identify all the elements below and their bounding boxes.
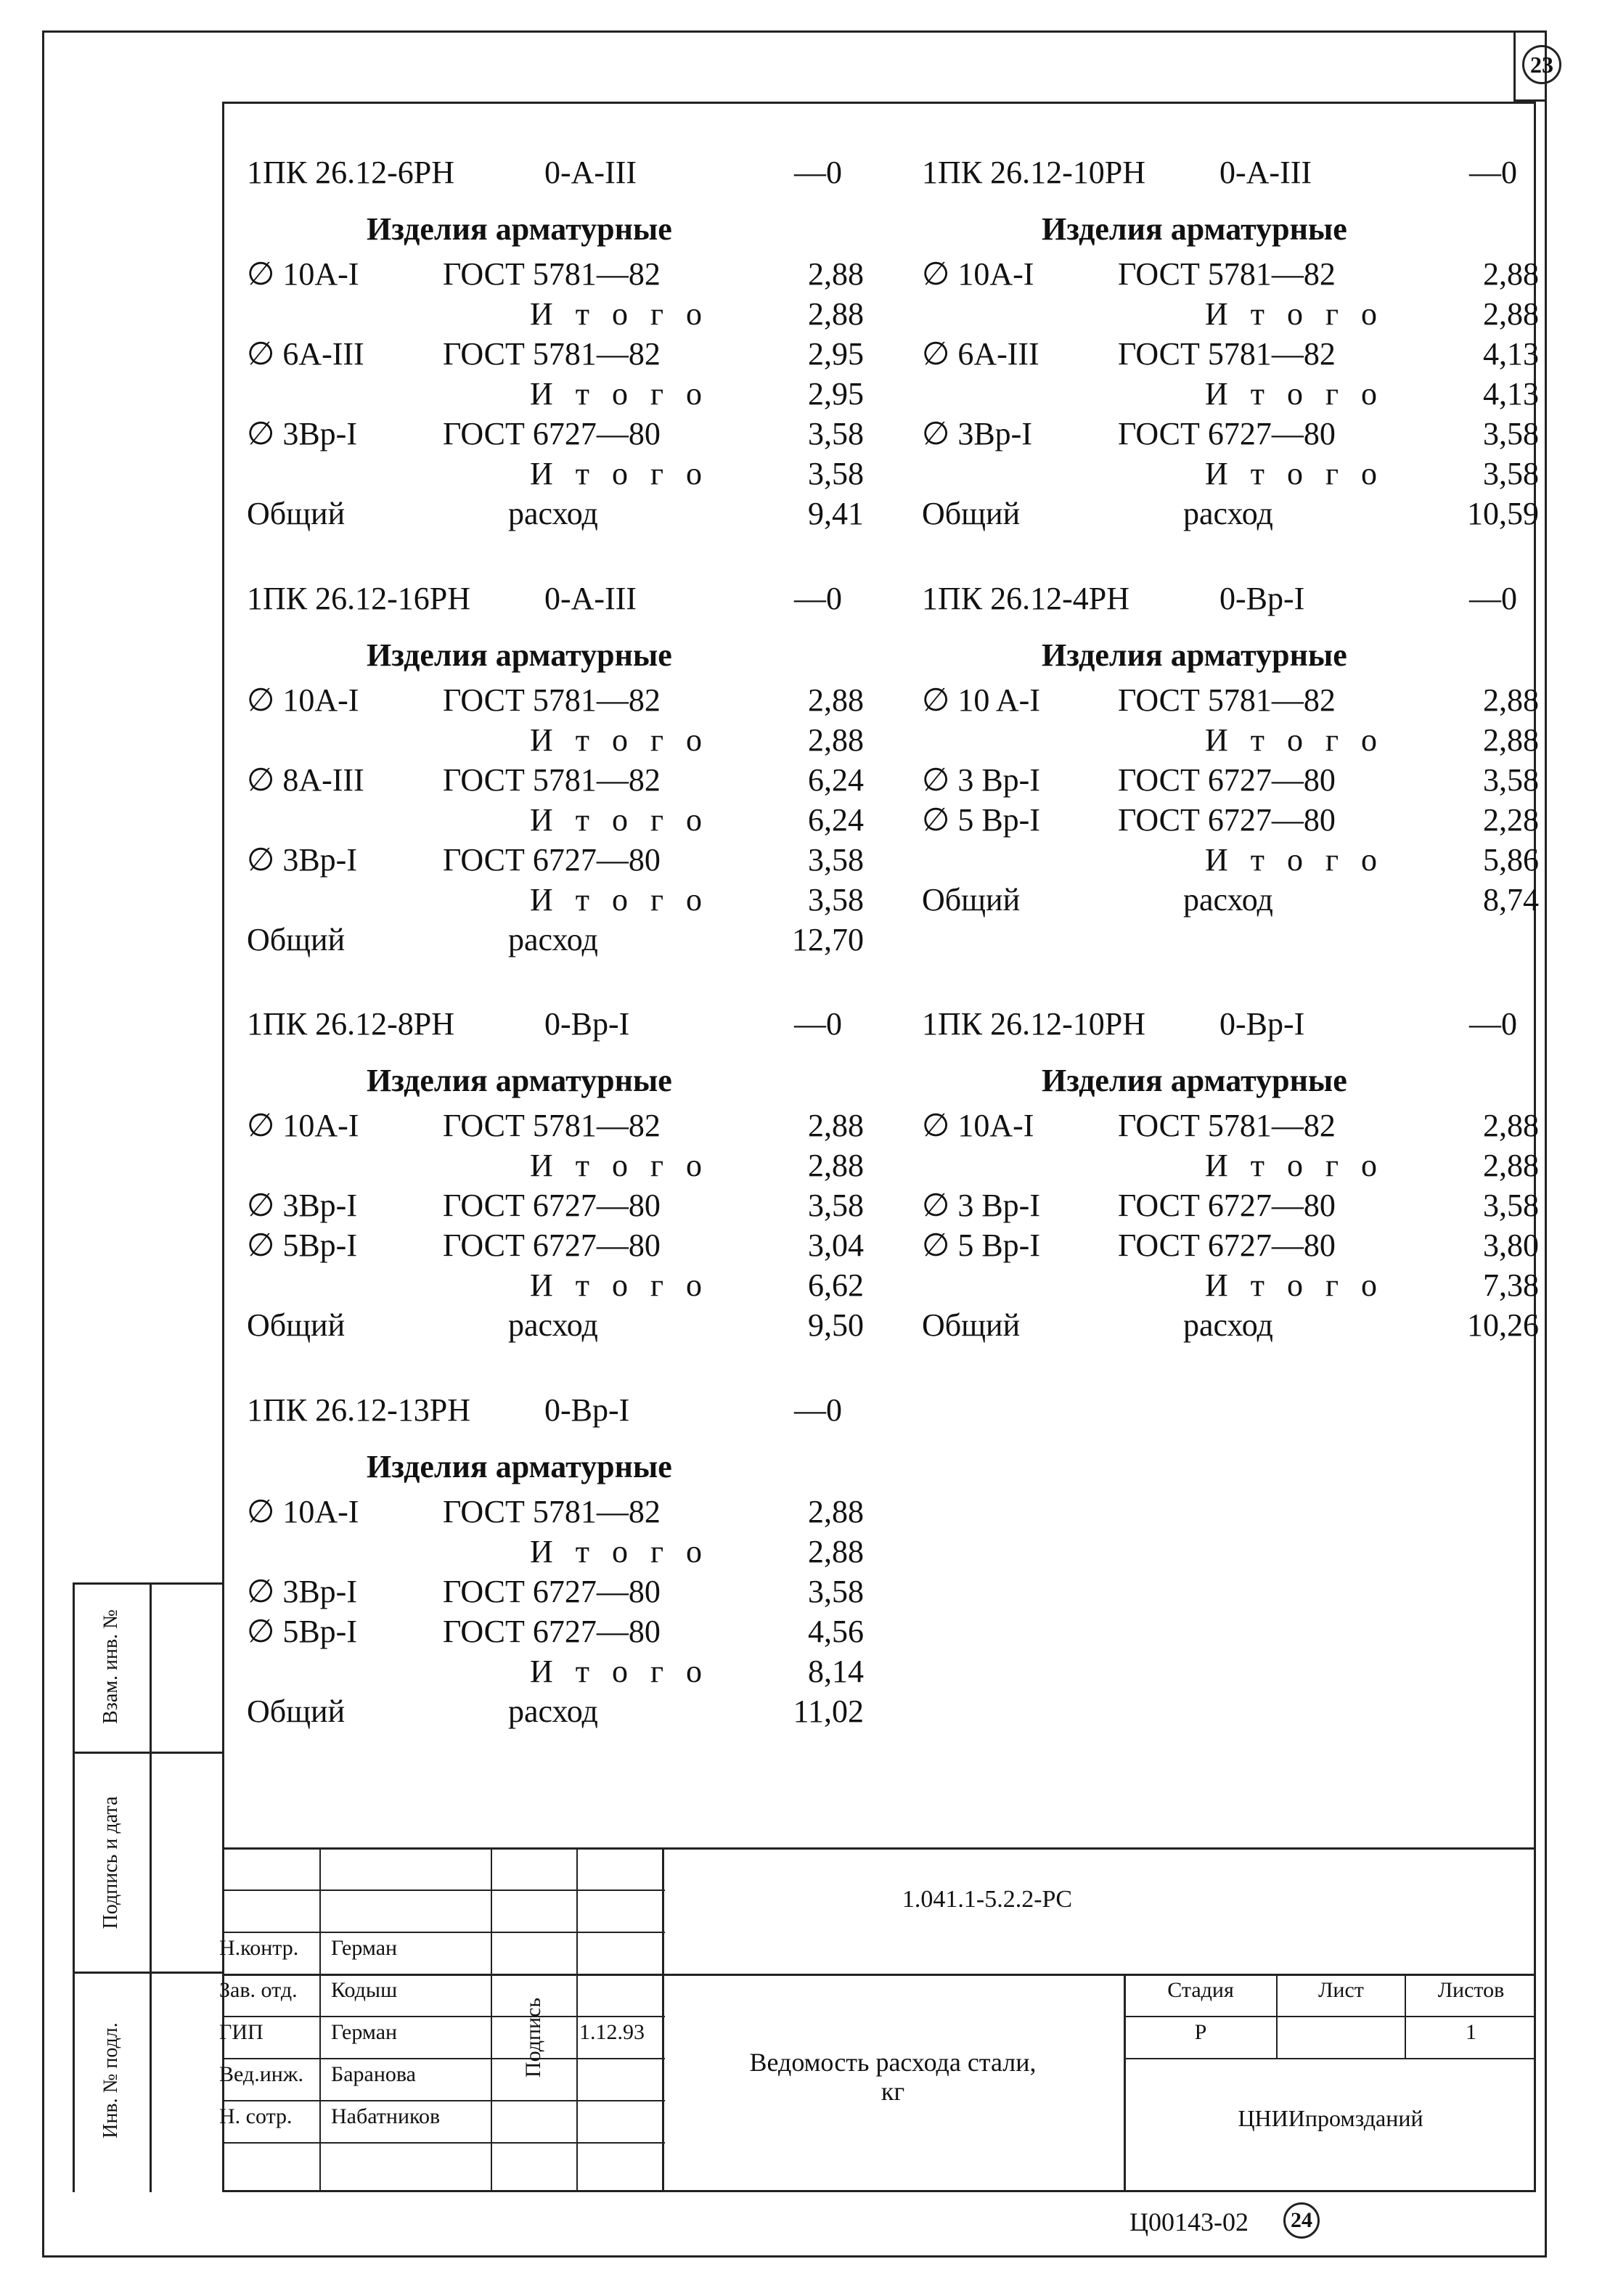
- mass-value: 2,95: [808, 376, 864, 412]
- total-row: [247, 920, 864, 960]
- mass-value: 7,38: [1483, 1267, 1539, 1303]
- mass-value: 2,88: [1483, 1108, 1539, 1143]
- material-row: [247, 414, 864, 454]
- material-row: [922, 334, 1539, 374]
- stage-label: Стадия: [1167, 1978, 1234, 2002]
- steel-grade: 0-Bp-I: [1219, 1006, 1305, 1042]
- block-title-row: [922, 152, 1539, 192]
- subtotal-row: [922, 374, 1539, 414]
- sidebar-line: [73, 1972, 222, 1974]
- total-label-2: расход: [508, 1694, 598, 1729]
- mass-value: 3,58: [1483, 762, 1539, 798]
- total-label: Общий: [247, 1694, 346, 1729]
- sidebar-line: [150, 1582, 152, 2192]
- mass-value: 2,88: [1483, 296, 1539, 332]
- archive-code: Ц00143-02: [1129, 2207, 1249, 2236]
- mass-value: 3,58: [808, 456, 864, 491]
- mass-value: 3,58: [808, 842, 864, 878]
- itogo-label: И т о г о: [530, 1148, 710, 1183]
- total-label: Общий: [247, 496, 346, 531]
- material-row: [247, 760, 864, 800]
- product-mark: 1ПК 26.12-8PH: [247, 1006, 455, 1042]
- mass-value: 3,58: [808, 882, 864, 918]
- mass-value: 9,41: [808, 496, 864, 531]
- subtotal-row: [922, 294, 1539, 334]
- mass-value: 4,56: [808, 1614, 864, 1649]
- diameter: ∅ 3Bp-I: [247, 1574, 357, 1609]
- subtotal-row: [247, 720, 864, 760]
- mass-value: 2,88: [808, 1148, 864, 1183]
- role-n-kontr: Н.контр.: [219, 1936, 299, 1960]
- date: 1.12.93: [579, 2020, 645, 2044]
- mass-value: 2,88: [1483, 1148, 1539, 1183]
- total-row: [922, 494, 1539, 534]
- material-row: [922, 760, 1539, 800]
- mass-value: 6,24: [808, 802, 864, 838]
- block-title-row: [247, 579, 864, 618]
- diameter: ∅ 6A-III: [922, 336, 1039, 372]
- itogo-label: И т о г о: [1205, 376, 1385, 412]
- diameter: ∅ 10A-I: [247, 682, 359, 718]
- podpis-data-label: Подпись и дата: [99, 1796, 122, 1929]
- material-row: [922, 680, 1539, 720]
- material-row: [247, 1106, 864, 1145]
- gost: ГОСТ 6727—80: [1118, 416, 1336, 452]
- title-dash: —0: [1469, 155, 1517, 190]
- material-row: [922, 1106, 1539, 1145]
- material-row: [922, 254, 1539, 294]
- gost: ГОСТ 6727—80: [443, 1227, 661, 1263]
- diameter: ∅ 8A-III: [247, 762, 364, 798]
- gost: ГОСТ 6727—80: [443, 1574, 661, 1609]
- total-label-2: расход: [508, 496, 598, 531]
- diameter: ∅ 5 Bp-I: [922, 1227, 1040, 1263]
- itogo-label: И т о г о: [1205, 722, 1385, 758]
- itogo-label: И т о г о: [530, 802, 710, 838]
- diameter: ∅ 5Bp-I: [247, 1227, 357, 1263]
- diameter: ∅ 3 Bp-I: [922, 762, 1040, 798]
- total-label-2: расход: [1183, 1307, 1273, 1343]
- mass-value: 2,88: [808, 722, 864, 758]
- mass-value: 9,50: [808, 1307, 864, 1343]
- diameter: ∅ 10A-I: [922, 256, 1034, 292]
- title-dash: —0: [794, 581, 842, 616]
- gost: ГОСТ 6727—80: [443, 1614, 661, 1649]
- mass-value: 3,58: [808, 416, 864, 452]
- podpis-column-label: Подпись: [521, 1997, 545, 2078]
- material-row: [247, 680, 864, 720]
- mass-value: 6,62: [808, 1267, 864, 1303]
- block-title-row: [922, 579, 1539, 618]
- mass-value: 2,88: [808, 296, 864, 332]
- material-row: [247, 334, 864, 374]
- title-dash: —0: [794, 155, 842, 190]
- material-row: [922, 1225, 1539, 1265]
- total-label: Общий: [922, 882, 1021, 918]
- subtotal-row: [247, 294, 864, 334]
- role-ved-inzh: Вед.инж.: [219, 2062, 304, 2086]
- mass-value: 11,02: [793, 1694, 864, 1729]
- total-row: [247, 1691, 864, 1731]
- material-row: [247, 254, 864, 294]
- gost: ГОСТ 5781—82: [443, 762, 661, 798]
- total-label-2: расход: [508, 1307, 598, 1343]
- diameter: ∅ 3Bp-I: [247, 416, 357, 452]
- document-title-units: кг: [880, 2077, 905, 2106]
- material-row: [922, 800, 1539, 840]
- footer-page-number: 24: [1283, 2202, 1320, 2239]
- sheets-value: 1: [1466, 2020, 1476, 2044]
- gost: ГОСТ 5781—82: [443, 1108, 661, 1143]
- mass-value: 2,88: [808, 1108, 864, 1143]
- sidebar-line: [73, 1582, 75, 2192]
- steel-grade: 0-A-III: [1219, 155, 1312, 190]
- gost: ГОСТ 5781—82: [443, 336, 661, 372]
- total-row: [922, 880, 1539, 920]
- mass-value: 3,58: [1483, 456, 1539, 491]
- mass-value: 2,88: [1483, 722, 1539, 758]
- title-dash: —0: [1469, 1006, 1517, 1042]
- diameter: ∅ 5Bp-I: [247, 1614, 357, 1649]
- product-mark: 1ПК 26.12-10PH: [922, 1006, 1146, 1042]
- gost: ГОСТ 5781—82: [1118, 1108, 1336, 1143]
- diameter: ∅ 3 Bp-I: [922, 1188, 1040, 1223]
- material-row: [247, 1611, 864, 1651]
- total-label: Общий: [247, 922, 346, 957]
- mass-value: 3,58: [808, 1574, 864, 1609]
- itogo-label: И т о г о: [1205, 1267, 1385, 1303]
- block-title-row: [247, 1390, 864, 1430]
- mass-value: 3,80: [1483, 1227, 1539, 1263]
- mass-value: 4,13: [1483, 336, 1539, 372]
- title-dash: —0: [1469, 581, 1517, 616]
- block-title-row: [247, 1004, 864, 1044]
- diameter: ∅ 10A-I: [247, 256, 359, 292]
- mass-value: 2,28: [1483, 802, 1539, 838]
- diameter: ∅ 6A-III: [247, 336, 364, 372]
- block-header: Изделия арматурные: [1042, 637, 1347, 673]
- diameter: ∅ 10 A-I: [922, 682, 1040, 718]
- mass-value: 4,13: [1483, 376, 1539, 412]
- steel-grade: 0-Bp-I: [1219, 581, 1305, 616]
- material-row: [247, 1185, 864, 1225]
- role-zav-otd: Зав. отд.: [219, 1978, 298, 2002]
- block-header: Изделия арматурные: [367, 211, 672, 247]
- steel-grade: 0-A-III: [544, 581, 637, 616]
- sheet-number: 23: [1522, 45, 1561, 84]
- total-label-2: расход: [508, 922, 598, 957]
- diameter: ∅ 10A-I: [247, 1108, 359, 1143]
- steel-grade: 0-A-III: [544, 155, 637, 190]
- block-header: Изделия арматурные: [367, 637, 672, 673]
- mass-value: 2,95: [808, 336, 864, 372]
- total-label: Общий: [922, 496, 1021, 531]
- total-row: [922, 1305, 1539, 1345]
- product-mark: 1ПК 26.12-13PH: [247, 1392, 471, 1428]
- diameter: ∅ 3Bp-I: [922, 416, 1032, 452]
- gost: ГОСТ 5781—82: [1118, 682, 1336, 718]
- name-3: Герман: [331, 2020, 398, 2044]
- mass-value: 2,88: [1483, 256, 1539, 292]
- organization: ЦНИИпромзданий: [1238, 2105, 1423, 2131]
- subtotal-row: [247, 800, 864, 840]
- total-row: [247, 1305, 864, 1345]
- gost: ГОСТ 5781—82: [443, 1494, 661, 1529]
- mass-value: 12,70: [792, 922, 864, 957]
- role-gip: ГИП: [219, 2020, 263, 2044]
- subtotal-row: [247, 1532, 864, 1572]
- vzam-inv-label: Взам. инв. №: [99, 1609, 122, 1724]
- itogo-label: И т о г о: [530, 722, 710, 758]
- mass-value: 3,04: [808, 1227, 864, 1263]
- product-mark: 1ПК 26.12-16PH: [247, 581, 471, 616]
- itogo-label: И т о г о: [530, 1534, 710, 1569]
- material-row: [247, 1572, 864, 1611]
- diameter: ∅ 3Bp-I: [247, 842, 357, 878]
- gost: ГОСТ 6727—80: [443, 1188, 661, 1223]
- subtotal-row: [247, 1651, 864, 1691]
- itogo-label: И т о г о: [530, 296, 710, 332]
- steel-grade: 0-Bp-I: [544, 1392, 630, 1428]
- steel-grade: 0-Bp-I: [544, 1006, 630, 1042]
- block-header: Изделия арматурные: [1042, 1063, 1347, 1098]
- material-row: [247, 1225, 864, 1265]
- mass-value: 2,88: [808, 1534, 864, 1569]
- mass-value: 2,88: [808, 256, 864, 292]
- subtotal-row: [922, 1145, 1539, 1185]
- sidebar-line: [73, 1752, 222, 1754]
- total-label: Общий: [247, 1307, 346, 1343]
- diameter: ∅ 3Bp-I: [247, 1188, 357, 1223]
- inv-podl-label: Инв. № подл.: [99, 2022, 122, 2138]
- material-row: [922, 1185, 1539, 1225]
- sidebar-line: [73, 1582, 222, 1585]
- block-header: Изделия арматурные: [1042, 211, 1347, 247]
- subtotal-row: [922, 1265, 1539, 1305]
- subtotal-row: [247, 880, 864, 920]
- product-mark: 1ПК 26.12-6PH: [247, 155, 455, 190]
- subtotal-row: [247, 454, 864, 494]
- block-header: Изделия арматурные: [367, 1449, 672, 1484]
- mass-value: 2,88: [1483, 682, 1539, 718]
- sheet-label: Лист: [1318, 1978, 1364, 2002]
- gost: ГОСТ 5781—82: [1118, 336, 1336, 372]
- stage-value: P: [1194, 2020, 1207, 2044]
- subtotal-row: [247, 1265, 864, 1305]
- material-row: [922, 414, 1539, 454]
- mass-value: 6,24: [808, 762, 864, 798]
- total-label: Общий: [922, 1307, 1021, 1343]
- mass-value: 8,74: [1483, 882, 1539, 918]
- diameter: ∅ 10A-I: [922, 1108, 1034, 1143]
- gost: ГОСТ 5781—82: [443, 682, 661, 718]
- subtotal-row: [922, 840, 1539, 880]
- product-mark: 1ПК 26.12-4PH: [922, 581, 1130, 616]
- diameter: ∅ 5 Bp-I: [922, 802, 1040, 838]
- total-label-2: расход: [1183, 496, 1273, 531]
- itogo-label: И т о г о: [530, 456, 710, 491]
- itogo-label: И т о г о: [530, 1654, 710, 1689]
- mass-value: 3,58: [1483, 1188, 1539, 1223]
- gost: ГОСТ 5781—82: [1118, 256, 1336, 292]
- subtotal-row: [922, 720, 1539, 760]
- document-title: Ведомость расхода стали,: [749, 2048, 1037, 2077]
- name-1: Герман: [331, 1936, 398, 1960]
- mass-value: 10,59: [1467, 496, 1539, 531]
- mass-value: 3,58: [1483, 416, 1539, 452]
- title-dash: —0: [794, 1006, 842, 1042]
- gost: ГОСТ 6727—80: [443, 416, 661, 452]
- role-n-sotr: Н. сотр.: [219, 2104, 293, 2128]
- block-title-row: [247, 152, 864, 192]
- doc-code: 1.041.1-5.2.2-PC: [902, 1886, 1073, 1913]
- itogo-label: И т о г о: [1205, 456, 1385, 491]
- gost: ГОСТ 6727—80: [1118, 802, 1336, 838]
- diameter: ∅ 10A-I: [247, 1494, 359, 1529]
- gost: ГОСТ 6727—80: [1118, 762, 1336, 798]
- gost: ГОСТ 6727—80: [1118, 1188, 1336, 1223]
- mass-value: 2,88: [808, 682, 864, 718]
- total-label-2: расход: [1183, 882, 1273, 918]
- mass-value: 3,58: [808, 1188, 864, 1223]
- title-dash: —0: [794, 1392, 842, 1428]
- subtotal-row: [247, 374, 864, 414]
- itogo-label: И т о г о: [530, 882, 710, 918]
- itogo-label: И т о г о: [1205, 296, 1385, 332]
- sheets-label: Листов: [1437, 1978, 1505, 2002]
- itogo-label: И т о г о: [1205, 1148, 1385, 1183]
- itogo-label: И т о г о: [1205, 842, 1385, 878]
- block-title-row: [922, 1004, 1539, 1044]
- material-row: [247, 1492, 864, 1532]
- itogo-label: И т о г о: [530, 1267, 710, 1303]
- mass-value: 5,86: [1483, 842, 1539, 878]
- block-header: Изделия арматурные: [367, 1063, 672, 1098]
- itogo-label: И т о г о: [530, 376, 710, 412]
- name-5: Набатников: [331, 2104, 441, 2128]
- material-row: [247, 840, 864, 880]
- mass-value: 2,88: [808, 1494, 864, 1529]
- gost: ГОСТ 6727—80: [443, 842, 661, 878]
- name-2: Кодыш: [331, 1978, 398, 2002]
- gost: ГОСТ 6727—80: [1118, 1227, 1336, 1263]
- product-mark: 1ПК 26.12-10PH: [922, 155, 1146, 190]
- total-row: [247, 494, 864, 534]
- mass-value: 8,14: [808, 1654, 864, 1689]
- subtotal-row: [247, 1145, 864, 1185]
- mass-value: 10,26: [1467, 1307, 1539, 1343]
- gost: ГОСТ 5781—82: [443, 256, 661, 292]
- subtotal-row: [922, 454, 1539, 494]
- name-4: Баранова: [331, 2062, 416, 2086]
